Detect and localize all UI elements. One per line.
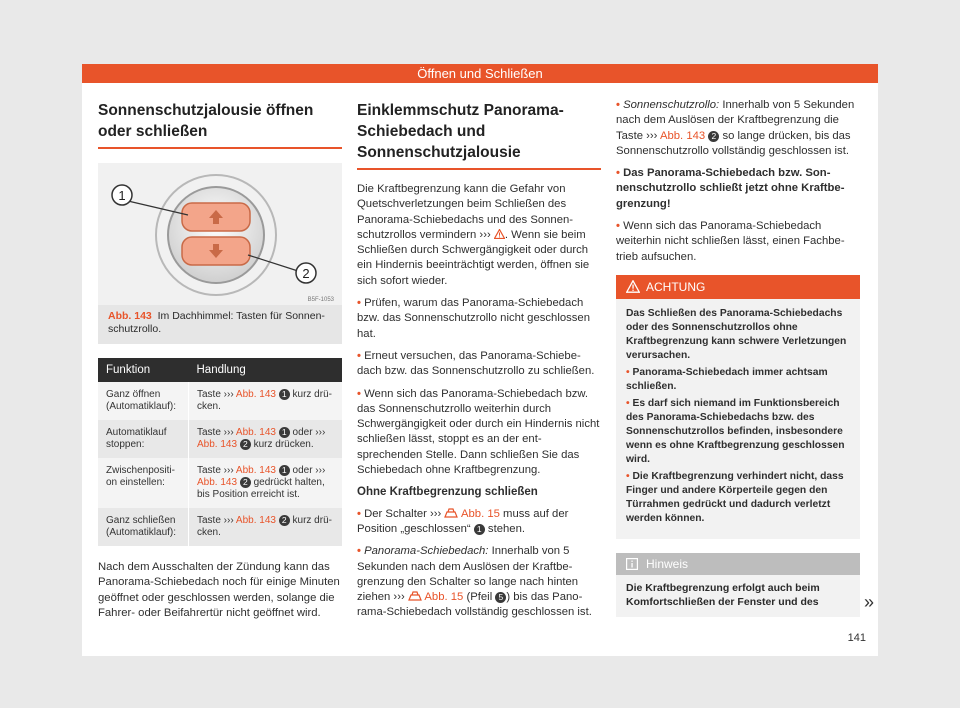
table-row	[98, 420, 342, 458]
warning-triangle-icon	[626, 280, 640, 293]
figure-link[interactable]: Abb. 143	[659, 129, 706, 142]
warning-list-item: • Es darf sich niemand im Funktionsbereich des Panorama-Schiebedachs bzw. des Sonnenschutzrollos befinden, insbesondere wenn es ohne Kraftbegrenzung geschlossen wird.	[626, 397, 850, 467]
item-number: 2	[708, 131, 719, 142]
item-number: 1	[474, 524, 485, 535]
figure-number: Abb. 143	[108, 310, 152, 322]
list-item: • Wenn sich das Panorama-Schiebedach weiterhin nicht schließen lässt, einen Fachbetrieb aufsuchen.	[616, 219, 860, 265]
figure-caption-text: Im Dachhimmel: Tasten für Sonnenschutzrollo.	[108, 310, 325, 335]
intro-paragraph: Die Kraftbegrenzung kann die Gefahr von Quetschverletzungen beim Schließen des Panorama-Schiebedachs und des Sonnenschutzrollos vermindern ››› . Wenn sie beim Schließen durch Schwergängigkeit oder durch ein Hindernis beeinträchtigt werden, öffnen sie sich sofort wieder.	[357, 183, 590, 287]
warning-body	[616, 299, 860, 539]
note-header	[616, 553, 860, 575]
warning-title: ACHTUNG	[646, 279, 706, 294]
figure-link[interactable]: Abb. 143	[197, 477, 238, 488]
column-middle	[357, 94, 601, 628]
table-cell-function: Ganz öffnen (Automatiklauf):	[98, 382, 189, 420]
table-row	[98, 458, 342, 508]
list-item: • Das Panorama-Schiebedach bzw. Sonnenschutzrollo schließt jetzt ohne Kraftbegrenzung!	[616, 166, 860, 212]
info-icon	[626, 558, 638, 570]
item-number: 1	[279, 427, 290, 438]
table-cell-action: Taste ››› Abb. 143 1 kurz drücken.	[189, 382, 343, 420]
warning-box	[616, 275, 860, 539]
ignition-note-paragraph: Nach dem Ausschalten der Zündung kann das Panorama-Schiebedach noch für einige Minuten geöffnet oder geschlossen werden, solange die Fahrer- oder Beifahrertür nicht geöffnet wird.	[98, 561, 340, 619]
list-item: • Sonnenschutzrollo: Innerhalb von 5 Sekunden nach dem Auslösen der Kraftbegrenzung die Taste ››› Abb. 143 2 so lange drücken, bis das Sonnenschutzrollo vollständig geschlossen ist.	[616, 98, 860, 159]
item-number: 2	[240, 439, 251, 450]
figure-code: B5F-1053	[307, 297, 334, 303]
callout-1-label: 1	[118, 188, 126, 203]
table-cell-function: Automatiklauf stoppen:	[98, 420, 189, 458]
figure-link[interactable]: Abb. 143	[235, 389, 276, 400]
sunshade-control-illustration	[98, 163, 342, 305]
note-box	[616, 553, 860, 617]
control-knob	[168, 187, 264, 283]
item-number: 2	[240, 477, 251, 488]
figure-link[interactable]: Abb. 15	[460, 507, 500, 520]
table-cell-function: Ganz schließen (Automatiklauf):	[98, 508, 189, 546]
item-number: 2	[279, 515, 290, 526]
item-number: 1	[279, 465, 290, 476]
warning-paragraph: Das Schließen des Panorama-Schiebedachs oder des Sonnenschutzrollos ohne Kraftbegrenzung kann schwere Verletzungen verursachen.	[626, 307, 847, 361]
chapter-header	[82, 64, 878, 83]
item-number: 5	[495, 592, 506, 603]
section-title-sunshade: Sonnenschutzjalousie öffnen oder schließen	[98, 100, 342, 149]
list-item: • Der Schalter ››› Abb. 15 muss auf der Position „geschlossen“ 1 stehen.	[357, 507, 601, 538]
figure-sunshade-buttons	[98, 163, 342, 305]
list-item: • Wenn sich das Panorama-Schiebedach bzw. das Sonnenschutzrollo weiterhin durch Schwergängigkeit oder durch ein Hindernis nicht schließen lässt, stoppt es an der entsprechenden Stelle. Dann schließen Sie das Schiebedach ohne Kraftbegrenzung.	[357, 387, 601, 479]
list-item: • Prüfen, warum das Panorama-Schiebedach bzw. das Sonnenschutzrollo nicht geschlossen hat.	[357, 296, 601, 342]
table-cell-function: Zwischenposition einstellen:	[98, 458, 189, 508]
note-title: Hinweis	[646, 556, 689, 571]
car-roof-icon	[408, 591, 422, 601]
continued-marker: »	[863, 592, 874, 612]
column-right	[616, 94, 860, 617]
car-roof-icon	[444, 508, 458, 518]
warning-list-item: • Die Kraftbegrenzung verhindert nicht, dass Finger und andere Körperteile gegen den Türrahmen gedrückt und dadurch verletzt werden können.	[626, 470, 850, 526]
warning-header	[616, 275, 860, 299]
figure-link[interactable]: Abb. 143	[197, 439, 238, 450]
figure-link[interactable]: Abb. 143	[235, 515, 276, 526]
table-header-function: Funktion	[98, 358, 189, 382]
chapter-title: Öffnen und Schließen	[417, 66, 543, 81]
list-item: • Panorama-Schiebedach: Innerhalb von 5 Sekunden nach dem Auslösen der Kraftbegrenzung den Schalter so lange nach hinten ziehen ››› Abb. 15 (Pfeil 5 ) bis das Panorama-Schiebedach vollständig geschlossen ist.	[357, 544, 601, 620]
table-header-row	[98, 358, 342, 382]
item-number: 1	[279, 389, 290, 400]
manual-page	[82, 64, 878, 656]
list-item: • Erneut versuchen, das Panorama-Schiebedach bzw. das Sonnenschutzrollo zu schließen.	[357, 349, 601, 380]
table-cell-action: Taste ››› Abb. 143 2 kurz drücken.	[189, 508, 343, 546]
function-table	[98, 358, 342, 546]
warning-list-item: • Panorama-Schiebedach immer achtsam schließen.	[626, 366, 850, 394]
table-row	[98, 508, 342, 546]
figure-link[interactable]: Abb. 143	[235, 427, 276, 438]
subheading-without-force-limit: Ohne Kraftbegrenzung schließen	[357, 486, 538, 499]
figure-link[interactable]: Abb. 15	[424, 591, 464, 604]
section-title-pinch-protection: Einklemmschutz Panorama-Schiebedach und Sonnenschutzjalousie	[357, 100, 601, 170]
figure-link[interactable]: Abb. 143	[235, 465, 276, 476]
page-number: 141	[847, 632, 866, 644]
table-cell-action: Taste ››› Abb. 143 1 oder ››› Abb. 143 2 kurz drücken.	[189, 420, 343, 458]
column-left	[98, 94, 342, 628]
table-header-action: Handlung	[189, 358, 343, 382]
figure-caption	[98, 305, 342, 344]
table-cell-action: Taste ››› Abb. 143 1 oder ››› Abb. 143 2 gedrückt halten, bis Position erreicht ist.	[189, 458, 343, 508]
warning-icon	[494, 229, 505, 239]
table-row	[98, 382, 342, 420]
callout-2-label: 2	[302, 266, 310, 281]
note-text: Die Kraftbegrenzung erfolgt auch beim Komfortschließen der Fenster und des	[626, 581, 820, 608]
